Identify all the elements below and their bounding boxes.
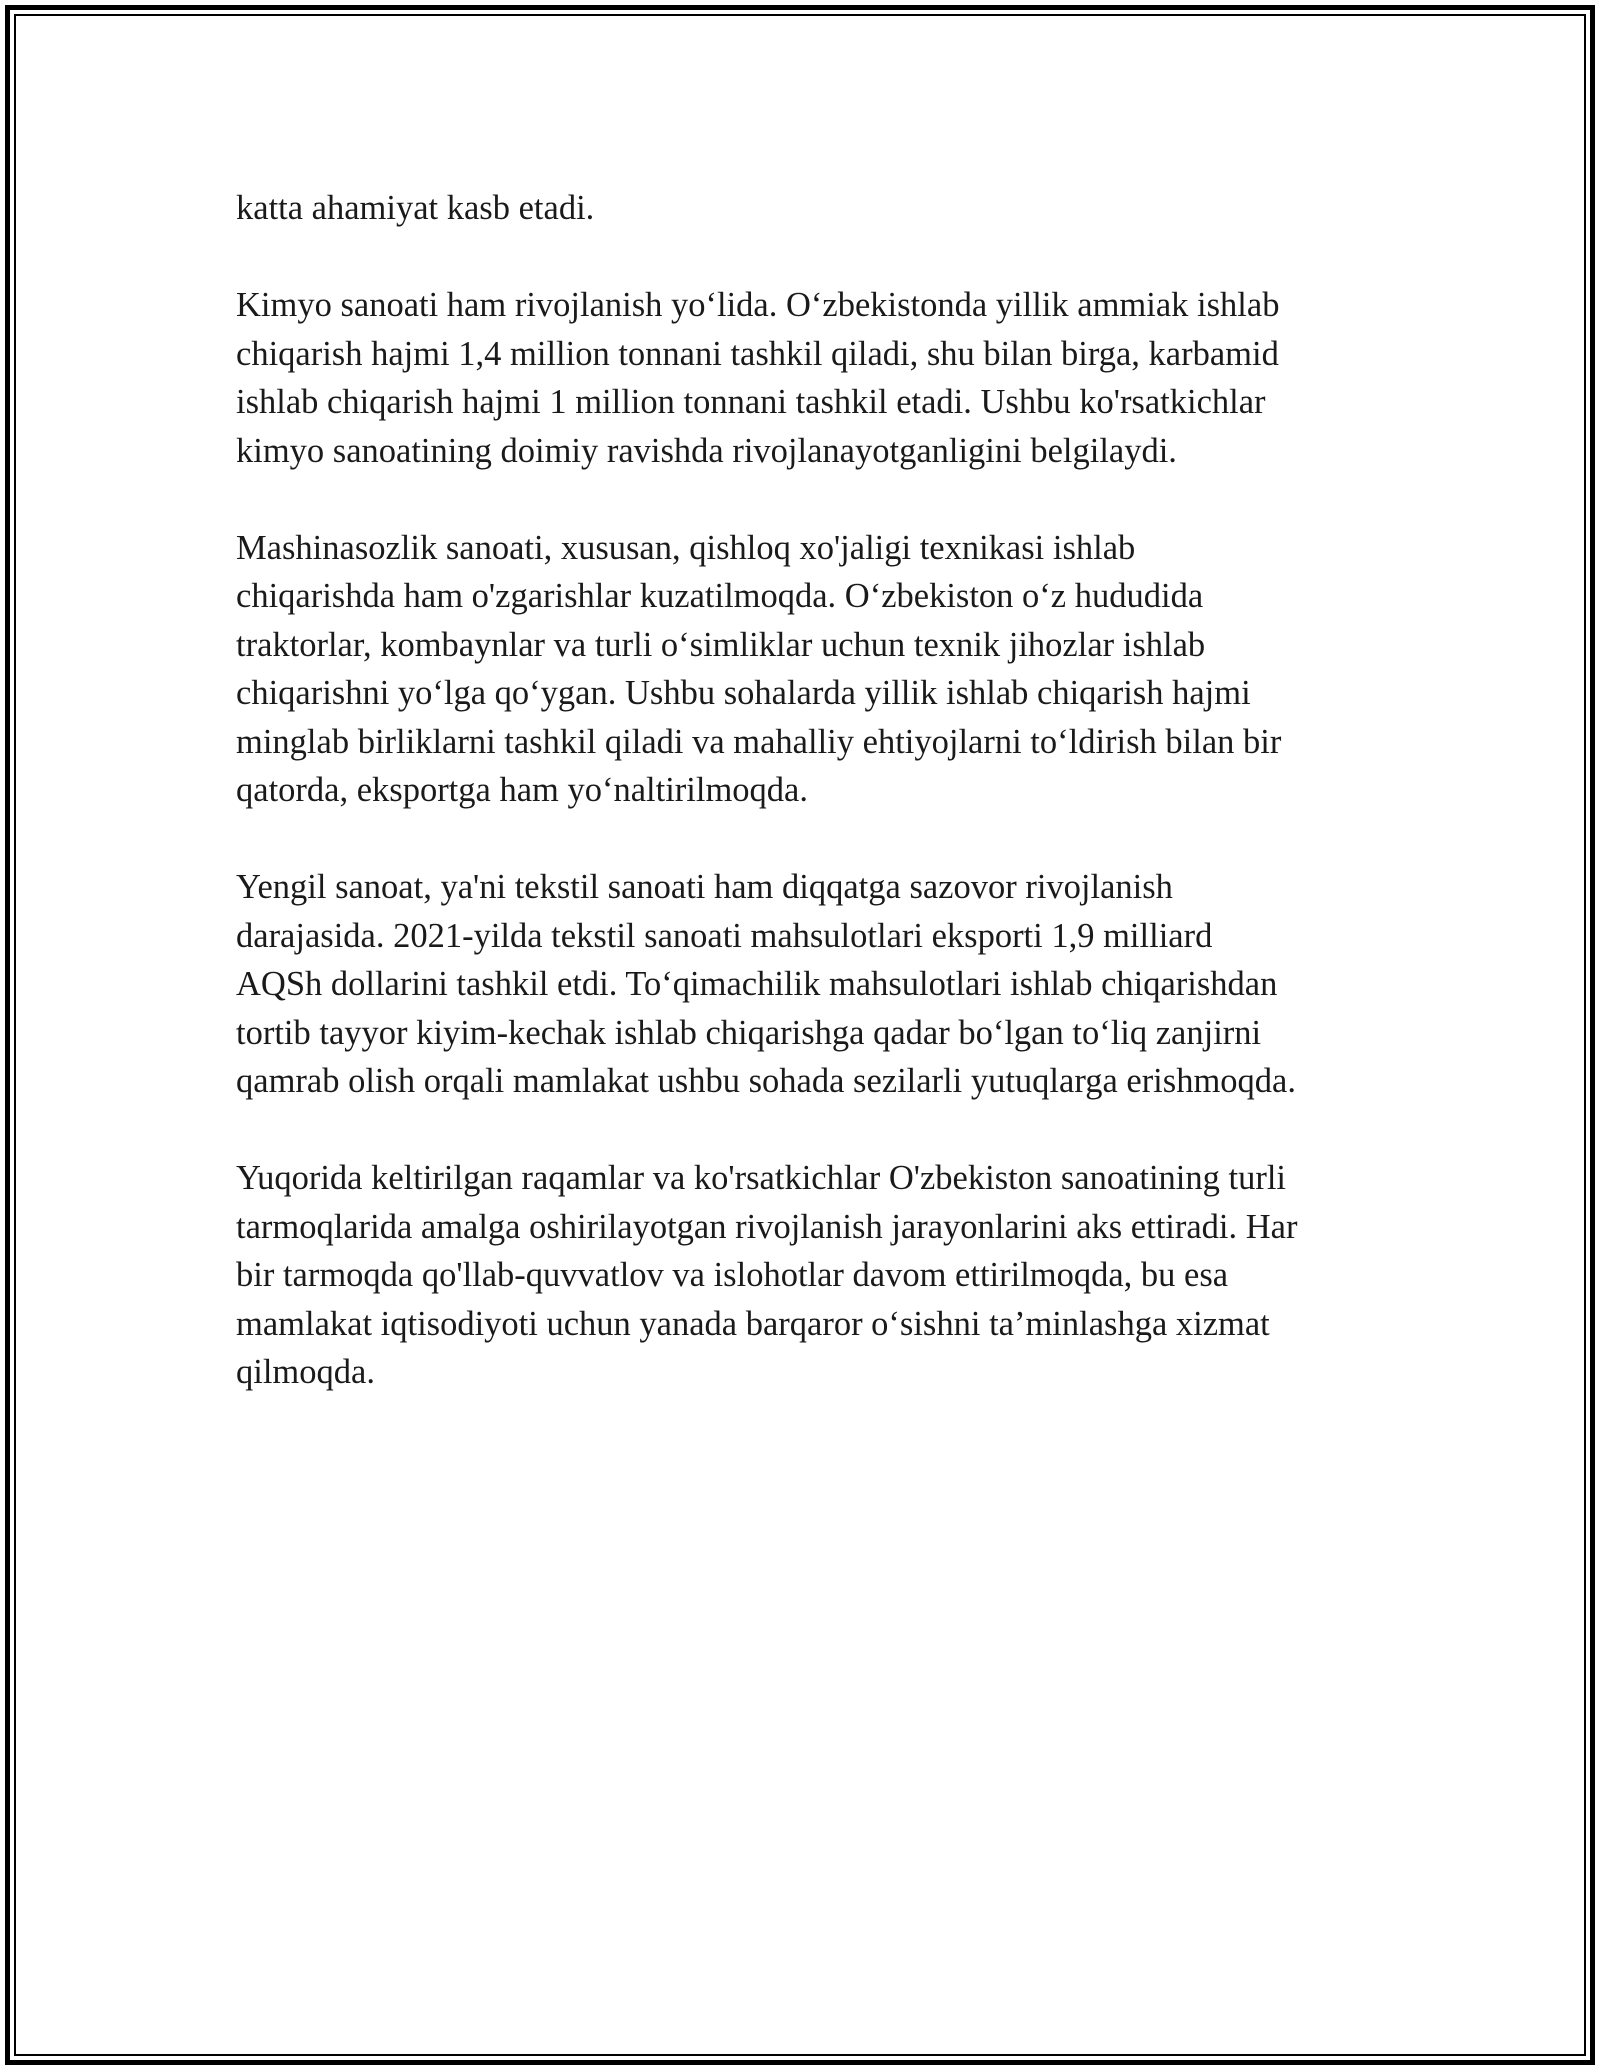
paragraph-line: traktorlar, kombaynlar va turli o‘simliklar uchun texnik jihozlar ishlab (236, 625, 1206, 664)
document-body (236, 184, 1396, 1445)
paragraph-line: qilmoqda. (236, 1353, 375, 1391)
paragraph-line: chiqarish hajmi 1,4 million tonnani tashkil qiladi, shu bilan birga, karbamid (236, 334, 1279, 373)
paragraph-line: Yengil sanoat, ya'ni tekstil sanoati ham diqqatga sazovor rivojlanish (236, 868, 1173, 906)
paragraph-line: qatorda, eksportga ham yo‘naltirilmoqda. (236, 771, 808, 809)
paragraph-3 (236, 524, 1396, 815)
paragraph-4 (236, 863, 1396, 1106)
paragraph-line: Mashinasozlik sanoati, xususan, qishloq xo'jaligi texnikasi ishlab (236, 528, 1136, 567)
paragraph-line: tarmoqlarida amalga oshirilayotgan rivojlanish jarayonlarini aks ettiradi. Har (236, 1207, 1298, 1246)
paragraph-line: Yuqorida keltirilgan raqamlar va ko'rsatkichlar O'zbekiston sanoatining turli (236, 1159, 1287, 1197)
paragraph-line: tortib tayyor kiyim-kechak ishlab chiqarishga qadar bo‘lgan to‘liq zanjirni (236, 1013, 1262, 1052)
paragraph-5 (236, 1154, 1396, 1397)
paragraph-line: darajasida. 2021-yilda tekstil sanoati mahsulotlari eksporti 1,9 milliard (236, 916, 1213, 955)
paragraph-line: kimyo sanoatining doimiy ravishda rivojlanayotganligini belgilaydi. (236, 431, 1177, 470)
paragraph-2 (236, 281, 1396, 475)
paragraph-line: chiqarishni yo‘lga qo‘ygan. Ushbu sohalarda yillik ishlab chiqarish hajmi (236, 674, 1251, 712)
paragraph-line: minglab birliklarni tashkil qiladi va mahalliy ehtiyojlarni to‘ldirish bilan bir (236, 722, 1282, 761)
paragraph-line: AQSh dollarini tashkil etdi. To‘qimachilik mahsulotlari ishlab chiqarishdan (236, 965, 1278, 1003)
paragraph-line: ishlab chiqarish hajmi 1 million tonnani tashkil etadi. Ushbu ko'rsatkichlar (236, 383, 1266, 421)
paragraph-line: mamlakat iqtisodiyoti uchun yanada barqaror o‘sishni ta’minlashga xizmat (236, 1304, 1270, 1343)
paragraph-line: qamrab olish orqali mamlakat ushbu sohada sezilarli yutuqlarga erishmoqda. (236, 1062, 1296, 1100)
paragraph-line: katta ahamiyat kasb etadi. (236, 189, 595, 227)
paragraph-line: bir tarmoqda qo'llab-quvvatlov va islohotlar davom ettirilmoqda, bu esa (236, 1256, 1229, 1294)
paragraph-line: Kimyo sanoati ham rivojlanish yo‘lida. O‘zbekistonda yillik ammiak ishlab (236, 286, 1280, 324)
paragraph-line: chiqarishda ham o'zgarishlar kuzatilmoqda. O‘zbekiston o‘z hududida (236, 577, 1204, 615)
paragraph-1 (236, 184, 1396, 233)
